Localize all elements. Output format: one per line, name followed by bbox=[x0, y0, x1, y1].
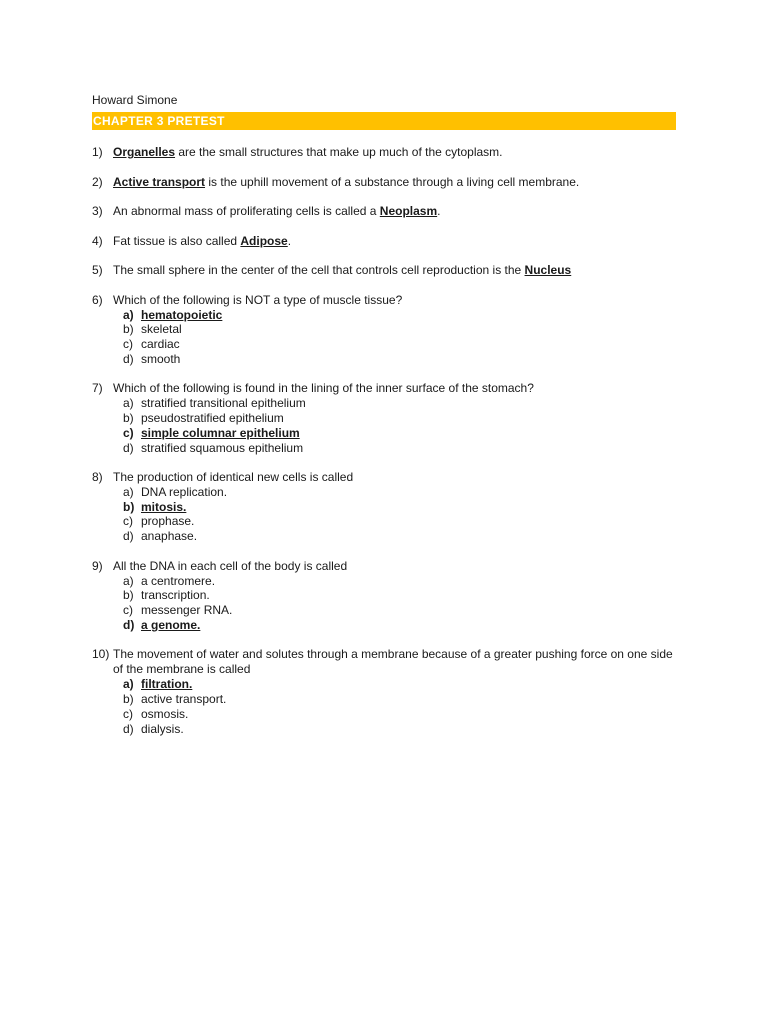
option-letter: c) bbox=[123, 425, 134, 440]
option-c bbox=[113, 514, 676, 529]
question-text: The production of identical new cells is called bbox=[113, 469, 354, 484]
option-text: transcription. bbox=[141, 588, 210, 603]
option-letter: a) bbox=[123, 484, 134, 499]
option-letter: a) bbox=[123, 573, 134, 588]
option-letter: b) bbox=[123, 588, 134, 603]
option-text: mitosis. bbox=[141, 499, 187, 514]
question-number: 4) bbox=[92, 233, 103, 248]
question-text-pre: An abnormal mass of proliferating cells is called a bbox=[113, 204, 380, 218]
option-a bbox=[113, 308, 676, 323]
option-letter: d) bbox=[123, 351, 134, 366]
question-6 bbox=[92, 293, 676, 367]
option-text: a genome. bbox=[141, 617, 201, 632]
option-list bbox=[113, 574, 676, 633]
option-b bbox=[113, 588, 676, 603]
question-10 bbox=[92, 647, 676, 736]
question-text: The movement of water and solutes through a membrane because of a greater pushing force on one side of the membrane is called bbox=[113, 647, 673, 677]
option-text: skeletal bbox=[141, 322, 182, 337]
option-letter: b) bbox=[123, 499, 135, 514]
question-body bbox=[113, 381, 676, 455]
question-number: 5) bbox=[92, 263, 103, 277]
option-text: dialysis. bbox=[141, 721, 184, 736]
option-d bbox=[113, 722, 676, 737]
option-d bbox=[113, 352, 676, 367]
option-text: hematopoietic bbox=[141, 307, 223, 322]
option-text: cardiac bbox=[141, 337, 180, 352]
option-letter: d) bbox=[123, 440, 134, 455]
question-text: All the DNA in each cell of the body is called bbox=[113, 558, 348, 573]
option-c bbox=[113, 337, 676, 352]
question-8 bbox=[92, 470, 676, 544]
question-number: 2) bbox=[92, 174, 103, 189]
question-text bbox=[113, 145, 676, 160]
option-letter: c) bbox=[123, 337, 133, 352]
option-letter: a) bbox=[123, 677, 134, 692]
option-a bbox=[113, 485, 676, 500]
option-a bbox=[113, 574, 676, 589]
question-text bbox=[113, 263, 676, 278]
question-text: Which of the following is found in the lining of the inner surface of the stomach? bbox=[113, 381, 534, 396]
option-letter: c) bbox=[123, 514, 133, 529]
question-number: 8) bbox=[92, 469, 103, 484]
option-letter: b) bbox=[123, 410, 134, 425]
question-text-pre: Fat tissue is also called bbox=[113, 233, 241, 248]
option-b bbox=[113, 500, 676, 515]
answer-term: Neoplasm bbox=[379, 204, 438, 218]
option-d bbox=[113, 441, 676, 456]
option-c bbox=[113, 707, 676, 722]
question-number: 9) bbox=[92, 558, 103, 573]
question-body bbox=[113, 647, 676, 736]
question-text-post: . bbox=[287, 233, 292, 248]
question-text-post: are the small structures that make up much of the cytoplasm. bbox=[175, 145, 503, 159]
option-letter: d) bbox=[123, 529, 134, 544]
option-d bbox=[113, 529, 676, 544]
question-body bbox=[113, 559, 676, 633]
question-3 bbox=[92, 204, 676, 219]
option-b bbox=[113, 322, 676, 337]
question-body bbox=[113, 293, 676, 367]
answer-term: Nucleus bbox=[524, 263, 572, 277]
answer-term: Active transport bbox=[113, 174, 206, 189]
option-a bbox=[113, 677, 676, 692]
question-7 bbox=[92, 381, 676, 455]
option-letter: b) bbox=[123, 692, 134, 707]
option-text: prophase. bbox=[141, 514, 195, 529]
option-text: osmosis. bbox=[141, 706, 189, 721]
question-body bbox=[113, 470, 676, 544]
option-c bbox=[113, 426, 676, 441]
option-text: active transport. bbox=[141, 692, 227, 707]
option-b bbox=[113, 411, 676, 426]
question-1 bbox=[92, 145, 676, 160]
question-2 bbox=[92, 175, 676, 190]
option-letter: d) bbox=[123, 721, 134, 736]
question-9 bbox=[92, 559, 676, 633]
option-list bbox=[113, 677, 676, 736]
question-text-post: . bbox=[437, 204, 441, 218]
option-list bbox=[113, 396, 676, 455]
option-letter: c) bbox=[123, 706, 133, 721]
question-number: 6) bbox=[92, 292, 103, 307]
option-text: simple columnar epithelium bbox=[141, 425, 300, 440]
option-text: pseudostratified epithelium bbox=[141, 410, 284, 425]
question-number: 3) bbox=[92, 204, 103, 218]
question-text-pre: The small sphere in the center of the cell that controls cell reproduction is the bbox=[113, 263, 525, 277]
option-c bbox=[113, 603, 676, 618]
option-letter: a) bbox=[123, 307, 134, 322]
option-text: filtration. bbox=[141, 677, 193, 692]
option-letter: b) bbox=[123, 322, 134, 337]
option-letter: c) bbox=[123, 603, 133, 618]
question-4 bbox=[92, 234, 676, 249]
question-text-post: is the uphill movement of a substance through a living cell membrane. bbox=[205, 174, 580, 189]
answer-term: Adipose bbox=[240, 233, 288, 248]
document-page bbox=[92, 92, 676, 751]
option-list bbox=[113, 485, 676, 544]
question-text: Which of the following is NOT a type of muscle tissue? bbox=[113, 292, 403, 307]
author-name: Howard Simone bbox=[92, 93, 178, 107]
chapter-banner: CHAPTER 3 PRETEST bbox=[92, 112, 676, 130]
option-d bbox=[113, 618, 676, 633]
question-text bbox=[113, 234, 676, 249]
option-letter: d) bbox=[123, 617, 135, 632]
option-text: stratified squamous epithelium bbox=[141, 440, 304, 455]
option-list bbox=[113, 308, 676, 367]
option-text: smooth bbox=[141, 351, 181, 366]
question-number: 7) bbox=[92, 381, 103, 396]
question-5 bbox=[92, 263, 676, 278]
option-text: stratified transitional epithelium bbox=[141, 396, 306, 411]
option-text: DNA replication. bbox=[141, 484, 228, 499]
option-text: messenger RNA. bbox=[141, 603, 233, 618]
question-text bbox=[113, 175, 676, 190]
option-letter: a) bbox=[123, 396, 134, 411]
option-b bbox=[113, 692, 676, 707]
option-text: anaphase. bbox=[141, 529, 198, 544]
question-text bbox=[113, 204, 676, 219]
question-number: 1) bbox=[92, 145, 103, 159]
option-a bbox=[113, 396, 676, 411]
option-text: a centromere. bbox=[141, 573, 216, 588]
answer-term: Organelles bbox=[113, 145, 176, 159]
question-number: 10) bbox=[92, 647, 110, 662]
